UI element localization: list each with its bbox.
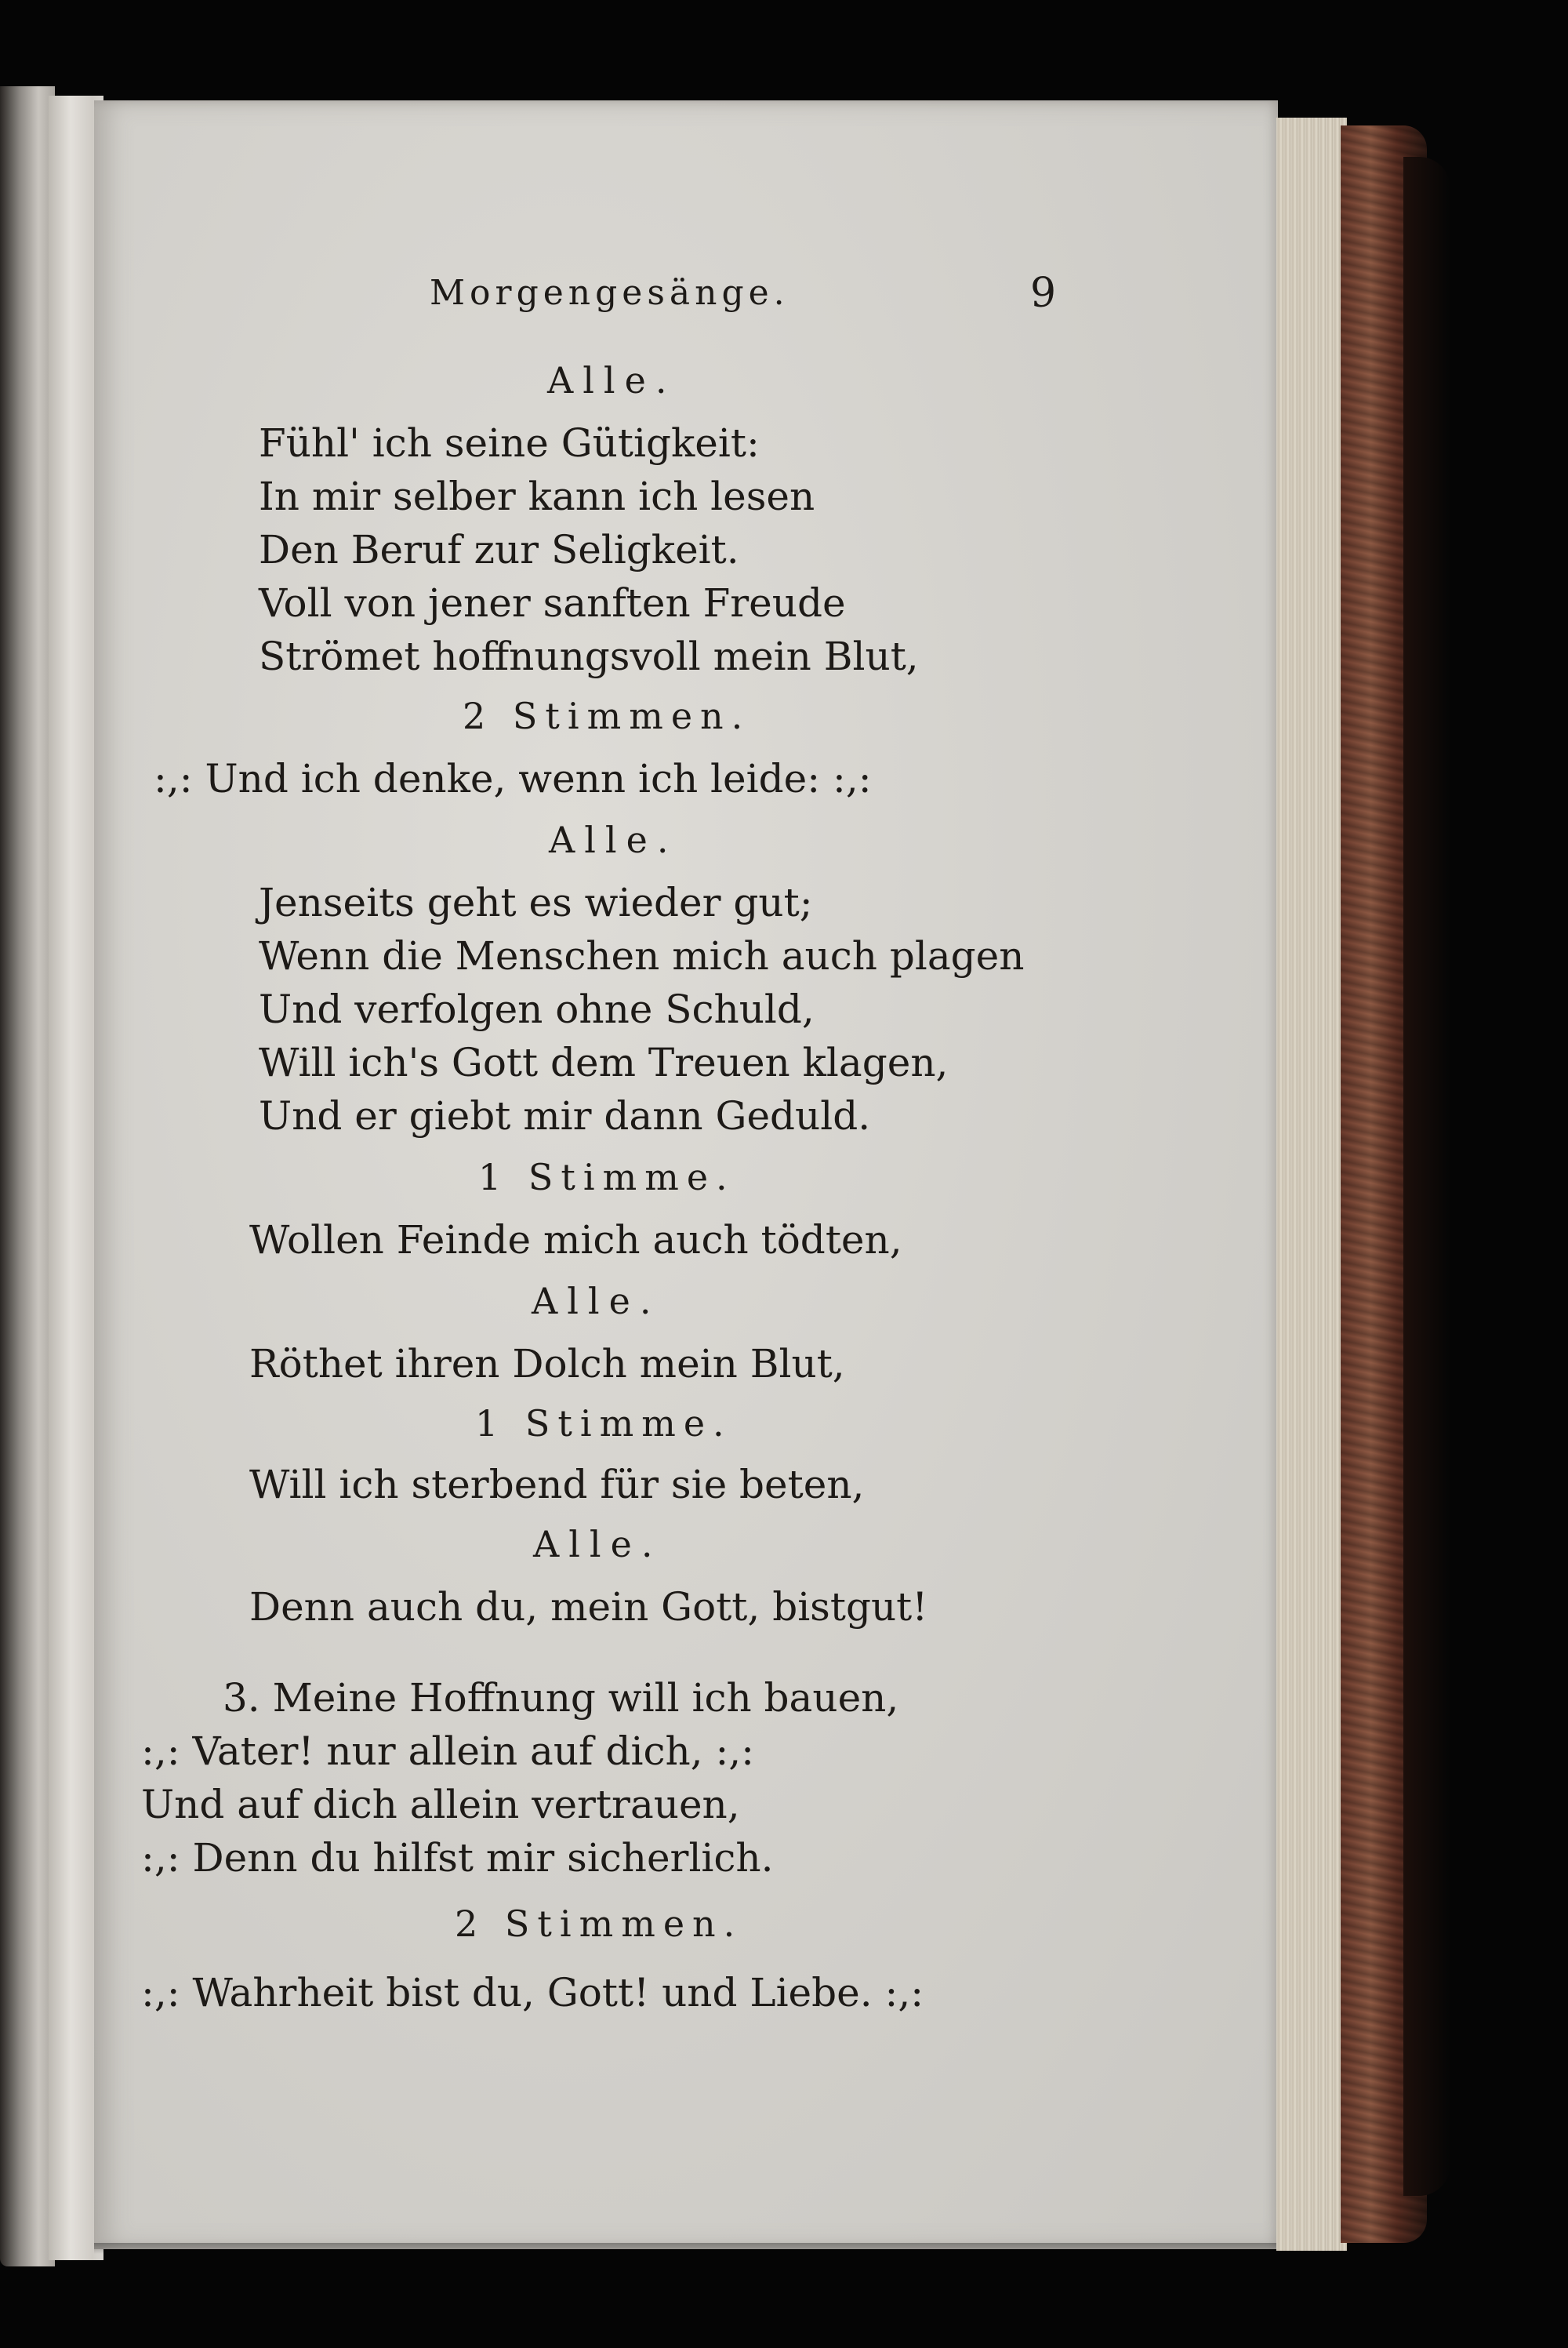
verse-line: Strömet hoffnungsvoll mein Blut, (259, 634, 919, 679)
verse-line: Denn auch du, mein Gott, bistgut! (249, 1584, 928, 1630)
speaker-label: 1 Stimme. (475, 1402, 732, 1445)
verse-line: :,: Denn du hilfst mir sicherlich. (141, 1835, 774, 1881)
speaker-label: 2 Stimmen. (463, 695, 751, 737)
verse-line: Und verfolgen ohne Schuld, (259, 987, 815, 1032)
verse-line: Röthet ihren Dolch mein Blut, (249, 1341, 845, 1387)
verse-line: Will ich's Gott dem Treuen klagen, (259, 1040, 949, 1085)
verse-line: Den Beruf zur Seligkeit. (259, 527, 739, 572)
speaker-label: Alle. (532, 1280, 661, 1322)
verse-line: 3. Meine Hoffnung will ich bauen, (223, 1675, 899, 1721)
verse-line: Wollen Feinde mich auch tödten, (249, 1217, 902, 1263)
verse-line: Und auf dich allein vertrauen, (141, 1782, 740, 1827)
left-page-edge (0, 86, 55, 2266)
speaker-label: Alle. (533, 1523, 662, 1565)
verse-line: Wenn die Menschen mich auch plagen (259, 933, 1025, 979)
verse-line: Jenseits geht es wieder gut; (259, 880, 813, 925)
verse-line: Und er giebt mir dann Geduld. (259, 1093, 871, 1139)
page-bottom-shadow (94, 2243, 1278, 2254)
verse-line: :,: Vater! nur allein auf dich, :,: (141, 1728, 755, 1774)
speaker-label: Alle. (549, 819, 678, 861)
verse-line: Voll von jener sanften Freude (259, 580, 846, 626)
speaker-label: Alle. (547, 359, 677, 402)
verse-line: In mir selber kann ich lesen (259, 474, 815, 519)
running-title: Morgengesänge. (430, 273, 789, 313)
speaker-label: 2 Stimmen. (455, 1903, 743, 1945)
verse-line: Will ich sterbend für sie beten, (249, 1462, 865, 1507)
verse-line: Fühl' ich seine Gütigkeit: (259, 420, 760, 466)
speaker-label: 1 Stimme. (478, 1156, 735, 1198)
verse-line: :,: Wahrheit bist du, Gott! und Liebe. :,: (141, 1970, 924, 2015)
book-cover-shadow (1403, 157, 1450, 2196)
verse-line: :,: Und ich denke, wenn ich leide: :,: (154, 756, 872, 801)
page-number: 9 (1030, 270, 1057, 317)
page-fore-edge (1276, 118, 1347, 2251)
